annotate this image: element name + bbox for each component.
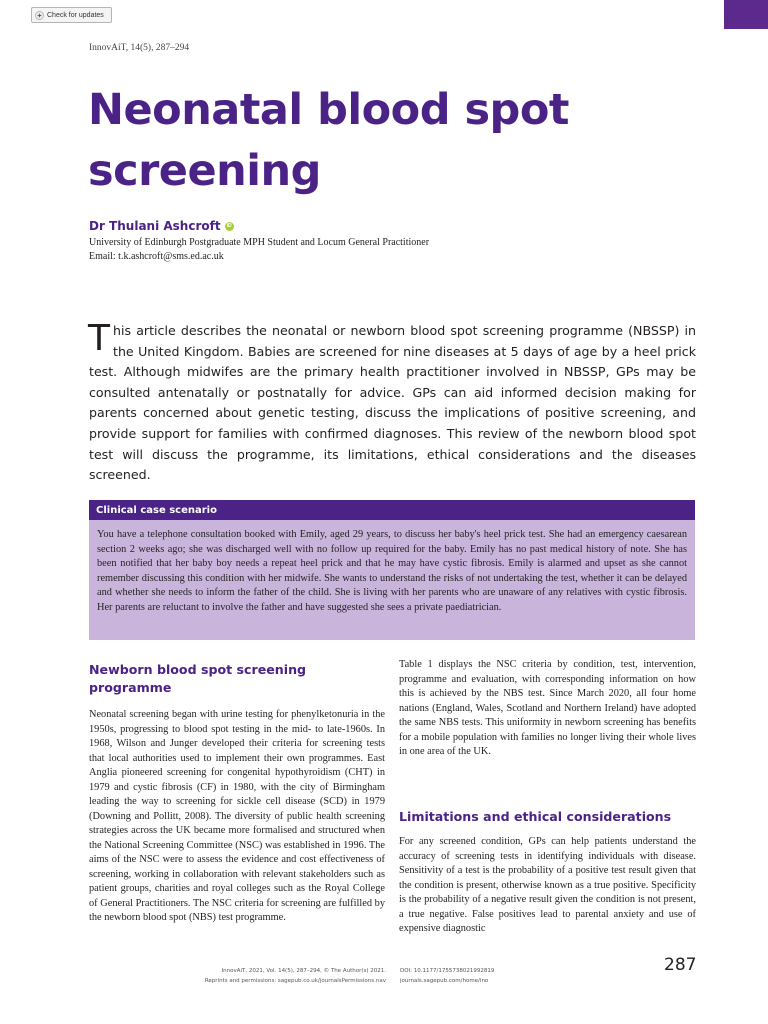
case-box-heading: Clinical case scenario bbox=[89, 500, 695, 520]
abstract bbox=[88, 318, 696, 486]
author-affiliation: University of Edinburgh Postgraduate MPH Student and Locum General Practitioner bbox=[89, 237, 430, 248]
author-email[interactable]: Email: t.k.ashcroft@sms.ed.ac.uk bbox=[89, 251, 224, 262]
clinical-case-box bbox=[89, 500, 695, 640]
footer-doi[interactable]: DOI: 10.1177/1755738021992819 bbox=[400, 968, 495, 974]
left-column bbox=[89, 660, 385, 926]
footer-permissions[interactable]: Reprints and permissions: sagepub.co.uk/journalsPermissions.nav bbox=[204, 978, 386, 984]
check-for-updates-button[interactable] bbox=[31, 7, 112, 23]
footer-citation-block bbox=[190, 966, 386, 986]
orcid-icon[interactable]: iD bbox=[226, 223, 232, 229]
footer-homepage[interactable]: journals.sagepub.com/home/ino bbox=[400, 978, 489, 984]
corner-color-tab bbox=[724, 0, 768, 29]
footer-doi-block bbox=[400, 966, 494, 986]
abstract-dropcap: T bbox=[88, 318, 110, 359]
right-column bbox=[399, 658, 696, 934]
right-column-body-2: For any screened condition, GPs can help patients understand the accuracy of screening tests in identifying individuals with disease. Sensitivity of a test is the probability of a positive test result given that the condition is present, otherwise known as a true positive. Specificity is the probability of a negative result given the condition is not present, a true negative. False positives lead to parental anxiety and use of expensive diagnostic bbox=[399, 836, 696, 934]
case-box-text: You have a telephone consultation booked with Emily, aged 29 years, to discuss her baby's heel prick test. She had an emergency caesarean section 2 weeks ago; she was discharged well with no follow up required for the baby. Emily has no past medical history of note. She has been notified that her baby boy needs a repeat heel prick and that he may have cystic fibrosis. Emily is alarmed and upset as she cannot remember discussing this condition with her midwife. She wants to understand the risks of not undertaking the test, whether it can be delayed and whether she needs to inform the father of the child. She is living with her parents who are unaware of any relatives with cystic fibrosis. Her parents are reluctant to involve the father and have suggested she sees a private paediatrician. bbox=[97, 529, 687, 613]
author-name: Dr Thulani Ashcroft bbox=[89, 219, 221, 233]
author-affiliation-block bbox=[89, 236, 429, 264]
footer-citation: InnovAiT, 2021, Vol. 14(5), 287–294, © The Author(s) 2021. bbox=[221, 968, 386, 974]
author-line bbox=[89, 219, 234, 233]
right-column-body-1: Table 1 displays the NSC criteria by condition, test, intervention, programme and evaluation, with corresponding information on how this is achieved by the NBS test. Since March 2020, all four home nations (England, Wales, Scotland and Northern Ireland) have adopted the same NBS tests. This uniformity in newborn screening has benefits for a mobile population with families no longer living their whole lives in one area of the UK. bbox=[399, 659, 696, 757]
left-column-body: Neonatal screening began with urine testing for phenylketonuria in the 1950s, progressing to blood spot testing in the mid- to late-1960s. In 1968, Wilson and Junger developed their criteria for screening tests that local authorities used to implement their own programmes. East Anglia pioneered screening for congenital hypothyroidism (CHT) in 1979 and cystic fibrosis (CF) in 1980, with the city of Birmingham leading the way to screening for sickle cell disease (SCD) in 1979 (Downing and Pollitt, 2008). The diversity of public health screening strategies across the UK became more formalised and structured when the National Screening Committee (NSC) was established in 1996. The aims of the NSC were to assess the evidence and cost effectiveness of screening, working in collaboration with relevant stakeholders such as patient groups, charities and royal colleges such as the Royal College of General Practitioners. The NSC criteria for screening are fulfilled by the newborn blood spot (NBS) test programme. bbox=[89, 709, 385, 923]
journal-reference: InnovAiT, 14(5), 287–294 bbox=[89, 43, 190, 53]
check-updates-icon bbox=[35, 11, 44, 20]
check-updates-label: Check for updates bbox=[47, 11, 104, 19]
section-heading-nbs-programme: Newborn blood spot screening programme bbox=[89, 662, 307, 695]
abstract-text: his article describes the neonatal or newborn blood spot screening programme (NBSSP) in the United Kingdom. Babies are screened for nine diseases at 5 days of age by a heel prick test. Although midwifes are the primary health practitioner involved in NBSSP, GPs may be consulted antenatally or postnatally for advice. GPs can aid informed decision making for parents concerned about genetic testing, discuss the implications of positive screening, and provide support for families with confirmed diagnoses. This review of the newborn blood spot test will discuss the programme, its limitations, ethical considerations and the diseases screened. bbox=[89, 323, 696, 483]
section-heading-limitations: Limitations and ethical considerations bbox=[399, 809, 672, 824]
page-number: 287 bbox=[664, 955, 697, 975]
article-title: Neonatal blood spot screening bbox=[88, 85, 569, 196]
